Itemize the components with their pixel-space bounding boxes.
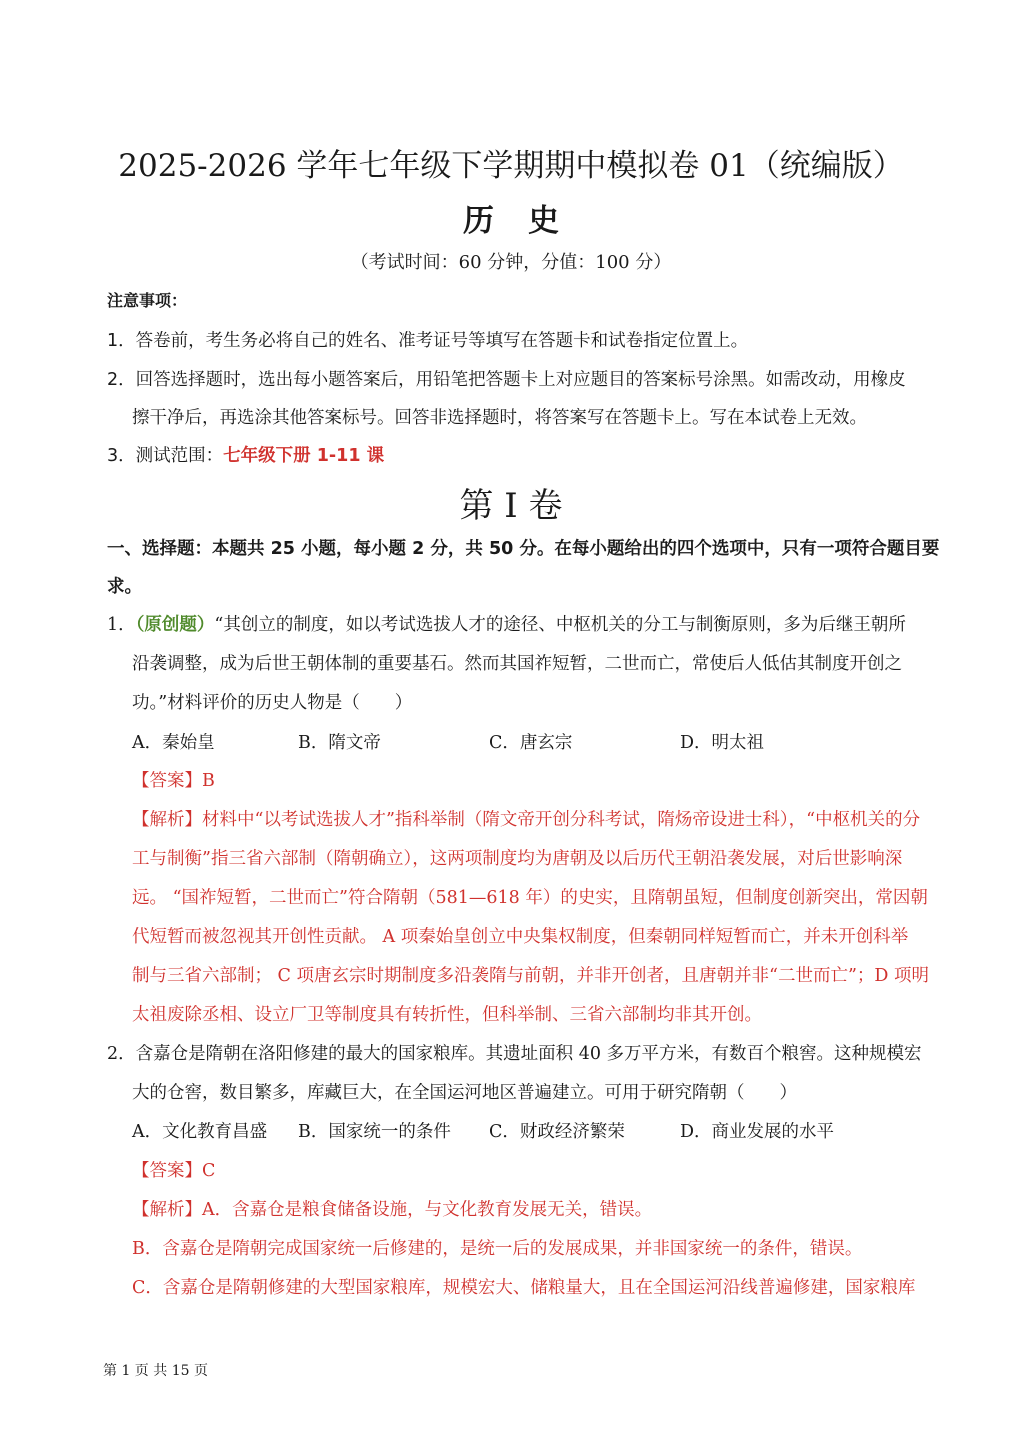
question-1-option-a: A．秦始皇	[132, 733, 215, 753]
question-1-number: 1．	[107, 615, 136, 635]
notice-item-2-line-1: 2．回答选择题时，选出每小题答案后，用铅笔把答题卡上对应题目的答案标号涂黑。如需改动，用橡皮	[107, 370, 906, 390]
question-2-line-1: 2．含嘉仓是隋朝在洛阳修建的最大的国家粮库。其遗址面积 40 多万平方米，有数百个粮窖。这种规模宏	[107, 1044, 922, 1064]
question-1-analysis-line-1: 【解析】材料中“以考试选拔人才”指科举制（隋文帝开创分科考试，隋炀帝设进士科），“中枢机关的分	[132, 810, 921, 830]
question-1-analysis-label: 【解析】	[132, 810, 202, 830]
notice-item-2-line-2: 擦干净后，再选涂其他答案标号。回答非选择题时，将答案写在答题卡上。写在本试卷上无效。	[132, 408, 867, 428]
question-1-answer-value: B	[202, 771, 215, 791]
question-2-analysis-line-2: B．含嘉仓是隋朝完成国家统一后修建的，是统一后的发展成果，并非国家统一的条件，错误。	[132, 1239, 863, 1259]
exam-info: （考试时间：60 分钟，分值：100 分）	[350, 252, 672, 273]
question-2-analysis-line-3: C．含嘉仓是隋朝修建的大型国家粮库，规模宏大、储粮量大，且在全国运河沿线普遍修建，国家粮库	[132, 1278, 916, 1298]
question-1-analysis-line-5: 制与三省六部制； C 项唐玄宗时期制度多沿袭隋与前朝，并非开创者，且唐朝并非“二世而亡”；D 项明	[132, 966, 929, 986]
question-1-option-c: C．唐玄宗	[489, 733, 573, 753]
question-2-line-2: 大的仓窖，数目繁多，库藏巨大，在全国运河地区普遍建立。可用于研究隋朝（ ）	[132, 1083, 797, 1103]
section-heading-line-1: 一、选择题：本题共 25 小题，每小题 2 分，共 50 分。在每小题给出的四个选项中，只有一项符合题目要	[107, 539, 940, 559]
question-1-analysis-line-4: 代短暂而被忽视其开创性贡献。 A 项秦始皇创立中央集权制度，但秦朝同样短暂而亡，并未开创科举	[132, 927, 909, 947]
notice-item-3	[107, 442, 384, 467]
page-footer: 第 1 页 共 15 页	[103, 1363, 208, 1379]
question-2-answer	[132, 1157, 215, 1182]
question-2-option-a: A．文化教育昌盛	[132, 1122, 268, 1142]
question-2-answer-label: 【答案】	[132, 1161, 202, 1181]
question-2-option-b: B．国家统一的条件	[298, 1122, 451, 1142]
question-1-line-1	[107, 611, 906, 636]
document-title: 2025-2026 学年七年级下学期期中模拟卷 01（统编版）	[118, 148, 904, 184]
question-1-answer-label: 【答案】	[132, 771, 202, 791]
question-1-tag: （原创题）	[135, 615, 215, 635]
question-1-option-b: B．隋文帝	[298, 733, 381, 753]
notice-item-1: 1．答卷前，考生务必将自己的姓名、准考证号等填写在答题卡和试卷指定位置上。	[107, 331, 749, 351]
notice-heading: 注意事项：	[107, 291, 188, 310]
question-1-line-2: 沿袭调整，成为后世王朝体制的重要基石。然而其国祚短暂，二世而亡，常使后人低估其制度开创之	[132, 654, 902, 674]
question-1-analysis-line-2: 工与制衡”指三省六部制（隋朝确立），这两项制度均为唐朝及以后历代王朝沿袭发展，对后世影响深	[132, 849, 903, 869]
question-2-answer-value: C	[202, 1161, 216, 1181]
test-scope: 七年级下册 1-11 课	[223, 446, 385, 466]
question-1-analysis-line-6: 太祖废除丞相、设立厂卫等制度具有转折性，但科举制、三省六部制均非其开创。	[132, 1005, 762, 1025]
question-1-analysis-line-3: 远。 “国祚短暂，二世而亡”符合隋朝（581—618 年）的史实，且隋朝虽短，但制度创新突出，常因朝	[132, 888, 928, 908]
question-2-option-c: C．财政经济繁荣	[489, 1122, 625, 1142]
notice-item-3-label: 3．测试范围：	[107, 446, 224, 466]
question-1-option-d: D．明太祖	[680, 733, 765, 753]
question-2-number: 2．	[107, 1044, 136, 1064]
question-1-answer	[132, 767, 215, 792]
question-2-analysis-line-1: 【解析】A．含嘉仓是粮食储备设施，与文化教育发展无关，错误。	[132, 1200, 653, 1220]
volume-heading: 第 I 卷	[459, 486, 563, 526]
question-1-line-3: 功。”材料评价的历史人物是（ ）	[132, 693, 413, 713]
question-2-option-d: D．商业发展的水平	[680, 1122, 835, 1142]
section-heading-line-2: 求。	[107, 577, 142, 597]
question-2-analysis-label: 【解析】	[132, 1200, 202, 1220]
subject-heading: 历史	[463, 203, 593, 239]
question-1-text-1: “其创立的制度，如以考试选拔人才的途径、中枢机关的分工与制衡原则，多为后继王朝所	[214, 615, 906, 635]
